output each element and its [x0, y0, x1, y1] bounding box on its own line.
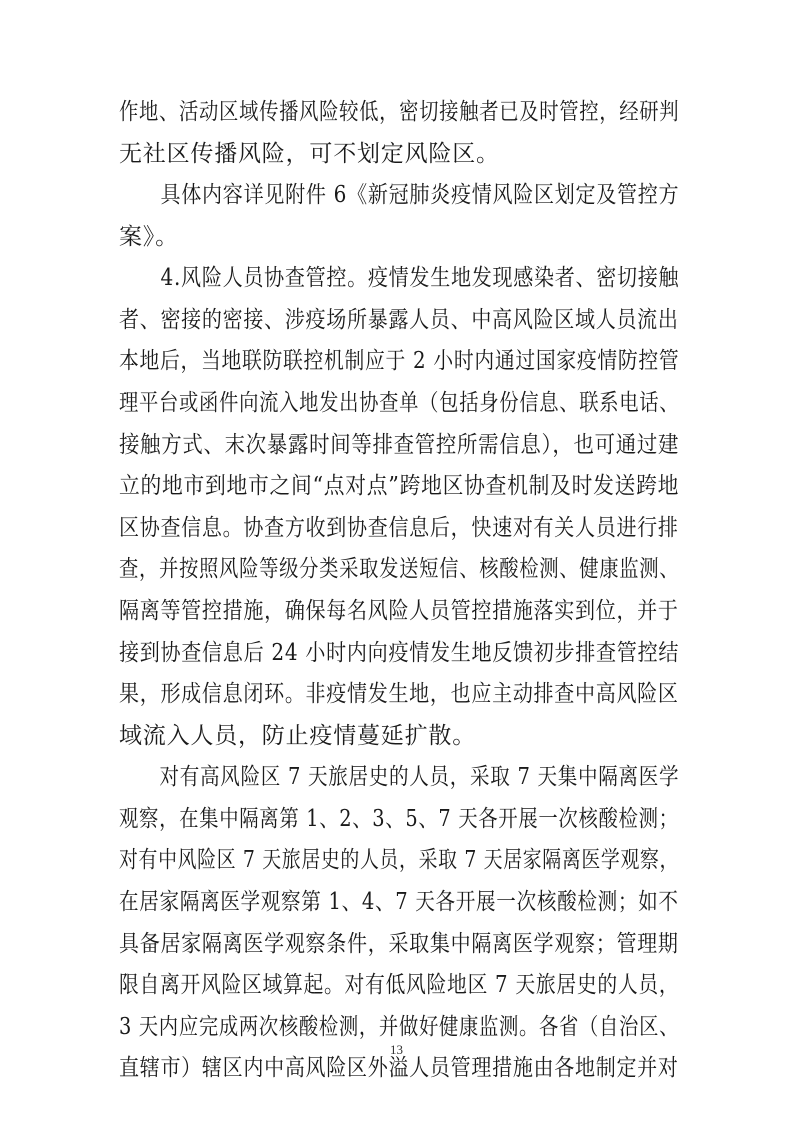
text-line: 接到协查信息后 24 小时内向疫情发生地反馈初步排查管控结 [119, 639, 680, 666]
page-number: 13 [390, 1042, 403, 1057]
text-line: 查，并按照风险等级分类采取发送短信、核酸检测、健康监测、 [119, 556, 680, 583]
text-line: 作地、活动区域传播风险较低，密切接触者已及时管控，经研判 [119, 99, 680, 125]
text-line: 接触方式、末次暴露时间等排查管控所需信息），也可通过建 [119, 431, 680, 458]
text-line: 对有中风险区 7 天旅居史的人员，采取 7 天居家隔离医学观察， [119, 847, 680, 874]
text-line: 对有高风险区 7 天旅居史的人员，采取 7 天集中隔离医学 [119, 764, 680, 791]
text-line: 区协查信息。协查方收到协查信息后，快速对有关人员进行排 [119, 514, 679, 541]
text-line: 本地后，当地联防联控机制应于 2 小时内通过国家疫情防控管 [119, 348, 680, 375]
text-line: 具体内容详见附件 6《新冠肺炎疫情风险区划定及管控方 [119, 182, 680, 209]
text-line: 3 天内应完成两次核酸检测，并做好健康监测。各省（自治区、 [119, 1013, 680, 1040]
text-line: 立的地市到地市之间“点对点”跨地区协查机制及时发送跨地 [119, 473, 680, 500]
text-line: 理平台或函件向流入地发出协查单（包括身份信息、联系电话、 [119, 390, 680, 417]
text-line: 具备居家隔离医学观察条件，采取集中隔离医学观察；管理期 [119, 930, 679, 957]
text-line: 隔离等管控措施，确保每名风险人员管控措施落实到位，并于 [119, 597, 679, 624]
text-line: 无社区传播风险，可不划定风险区。 [119, 140, 500, 167]
text-line: 直辖市）辖区内中高风险区外溢人员管理措施由各地制定并对 [119, 1055, 679, 1082]
text-line: 果，形成信息闭环。非疫情发生地，也应主动排查中高风险区 [119, 681, 679, 708]
text-line: 4.风险人员协查管控。疫情发生地发现感染者、密切接触 [119, 265, 680, 292]
text-line: 在居家隔离医学观察第 1、4、7 天各开展一次核酸检测；如不 [119, 889, 679, 916]
text-line: 案》。 [119, 223, 179, 250]
text-line: 限自离开风险区域算起。对有低风险地区 7 天旅居史的人员， [119, 972, 680, 999]
text-line: 观察，在集中隔离第 1、2、3、5、7 天各开展一次核酸检测； [119, 805, 679, 832]
text-line: 域流入人员，防止疫情蔓延扩散。 [119, 722, 476, 749]
text-line: 者、密接的密接、涉疫场所暴露人员、中高风险区域人员流出 [119, 306, 679, 333]
